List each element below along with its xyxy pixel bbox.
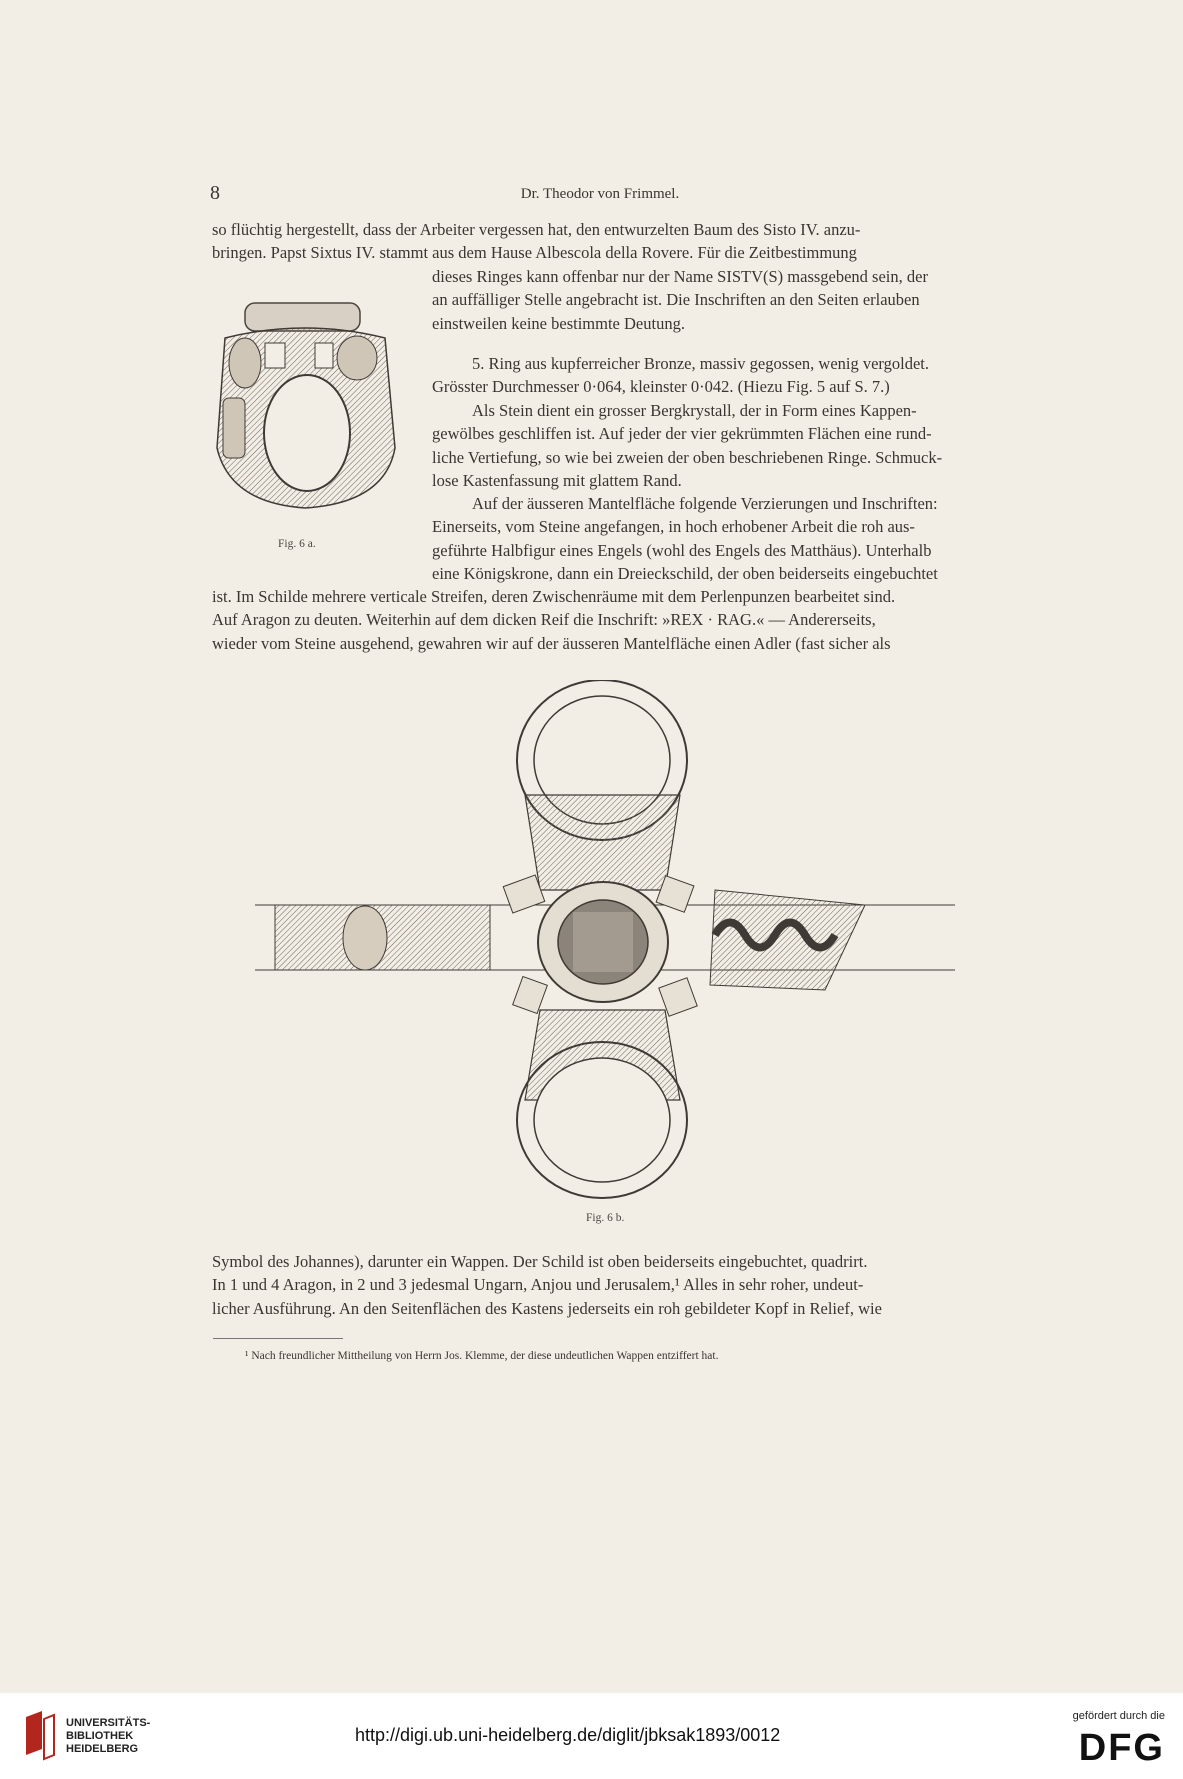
library-name bbox=[66, 1717, 150, 1756]
text-line: 5. Ring aus kupferreicher Bronze, massiv gegossen, wenig vergoldet. bbox=[472, 354, 929, 373]
footnote: ¹ Nach freundlicher Mittheilung von Herrn Jos. Klemme, der diese undeutlichen Wappen entziffert hat. bbox=[245, 1350, 719, 1362]
dfg-logo: DFG bbox=[1078, 1727, 1165, 1769]
text-line: bringen. Papst Sixtus IV. stammt aus dem Hause Albescola della Rovere. Für die Zeitbestimmung bbox=[212, 243, 857, 263]
library-line: HEIDELBERG bbox=[66, 1743, 139, 1755]
text-line: lose Kastenfassung mit glattem Rand. bbox=[432, 470, 682, 490]
text-line: liche Vertiefung, so wie bei zweien der oben beschriebenen Ringe. Schmuck- bbox=[432, 447, 943, 467]
figure-6b-caption: Fig. 6 b. bbox=[586, 1212, 625, 1224]
text-line: Auf Aragon zu deuten. Weiterhin auf dem dicken Reif die Inschrift: »REX · RAG.« — Andererseits, bbox=[212, 610, 876, 630]
text-line: Als Stein dient ein grosser Bergkrystall, der in Form eines Kappen- bbox=[472, 401, 917, 420]
text-line: licher Ausführung. An den Seitenflächen des Kastens jederseits ein roh gebildeter Kopf in Relief, wie bbox=[212, 1298, 882, 1318]
text-line: Symbol des Johannes), darunter ein Wappen. Der Schild ist oben beiderseits eingebuchtet, quadrirt. bbox=[212, 1252, 868, 1271]
text-line: an auffälliger Stelle angebracht ist. Die Inschriften an den Seiten erlauben bbox=[432, 290, 920, 310]
text-line: ist. Im Schilde mehrere verticale Streifen, deren Zwischenräume mit dem Perlenpunzen bearbeitet sind. bbox=[212, 587, 896, 606]
text-line: wieder vom Steine ausgehend, gewahren wir auf der äusseren Mantelfläche einen Adler (fast sicher als bbox=[212, 633, 891, 653]
text-line: geführte Halbfigur eines Engels (wohl des Engels des Matthäus). Unterhalb bbox=[432, 540, 932, 560]
text-line: gewölbes geschliffen ist. Auf jeder der vier gekrümmten Flächen eine rund- bbox=[432, 424, 932, 444]
text-line: Grösster Durchmesser 0·064, kleinster 0·042. (Hiezu Fig. 5 auf S. 7.) bbox=[432, 377, 890, 397]
text-line: eine Königskrone, dann ein Dreieckschild, der oben beiderseits eingebuchtet bbox=[432, 563, 938, 583]
text-line: einstweilen keine bestimmte Deutung. bbox=[432, 313, 685, 333]
page-number: 8 bbox=[210, 182, 220, 204]
paragraph-4-continued bbox=[212, 585, 992, 655]
figure-6b-ring-development bbox=[255, 680, 955, 1210]
paragraph-2 bbox=[432, 352, 992, 399]
library-line: BIBLIOTHEK bbox=[66, 1730, 134, 1742]
paragraph-3 bbox=[432, 399, 992, 492]
figure-6a-caption: Fig. 6 a. bbox=[278, 538, 316, 550]
permalink-url[interactable]: http://digi.ub.uni-heidelberg.de/diglit/jbksak1893/0012 bbox=[355, 1725, 781, 1745]
text-line: so flüchtig hergestellt, dass der Arbeiter vergessen hat, den entwurzelten Baum des Sisto IV. anzu- bbox=[212, 220, 861, 239]
funding-note: gefördert durch die bbox=[1072, 1710, 1165, 1722]
paragraph-1-wrap bbox=[432, 265, 992, 335]
figure-6a-ring-illustration bbox=[205, 298, 405, 533]
paragraph-5 bbox=[212, 1250, 992, 1320]
paragraph-4 bbox=[432, 492, 992, 585]
text-line: In 1 und 4 Aragon, in 2 und 3 jedesmal Ungarn, Anjou und Jerusalem,¹ Alles in sehr roher, undeut- bbox=[212, 1275, 864, 1295]
footnote-rule bbox=[213, 1338, 343, 1339]
digitization-footer bbox=[0, 1693, 1183, 1779]
running-title: Dr. Theodor von Frimmel. bbox=[520, 186, 680, 202]
library-logo-icon bbox=[22, 1711, 56, 1763]
paragraph-1 bbox=[212, 218, 992, 265]
library-line: UNIVERSITÄTS- bbox=[66, 1717, 151, 1729]
text-line: dieses Ringes kann offenbar nur der Name SISTV(S) massgebend sein, der bbox=[432, 267, 928, 286]
text-line: Auf der äusseren Mantelfläche folgende Verzierungen und Inschriften: bbox=[472, 494, 938, 513]
text-line: Einerseits, vom Steine angefangen, in hoch erhobener Arbeit die roh aus- bbox=[432, 517, 915, 537]
